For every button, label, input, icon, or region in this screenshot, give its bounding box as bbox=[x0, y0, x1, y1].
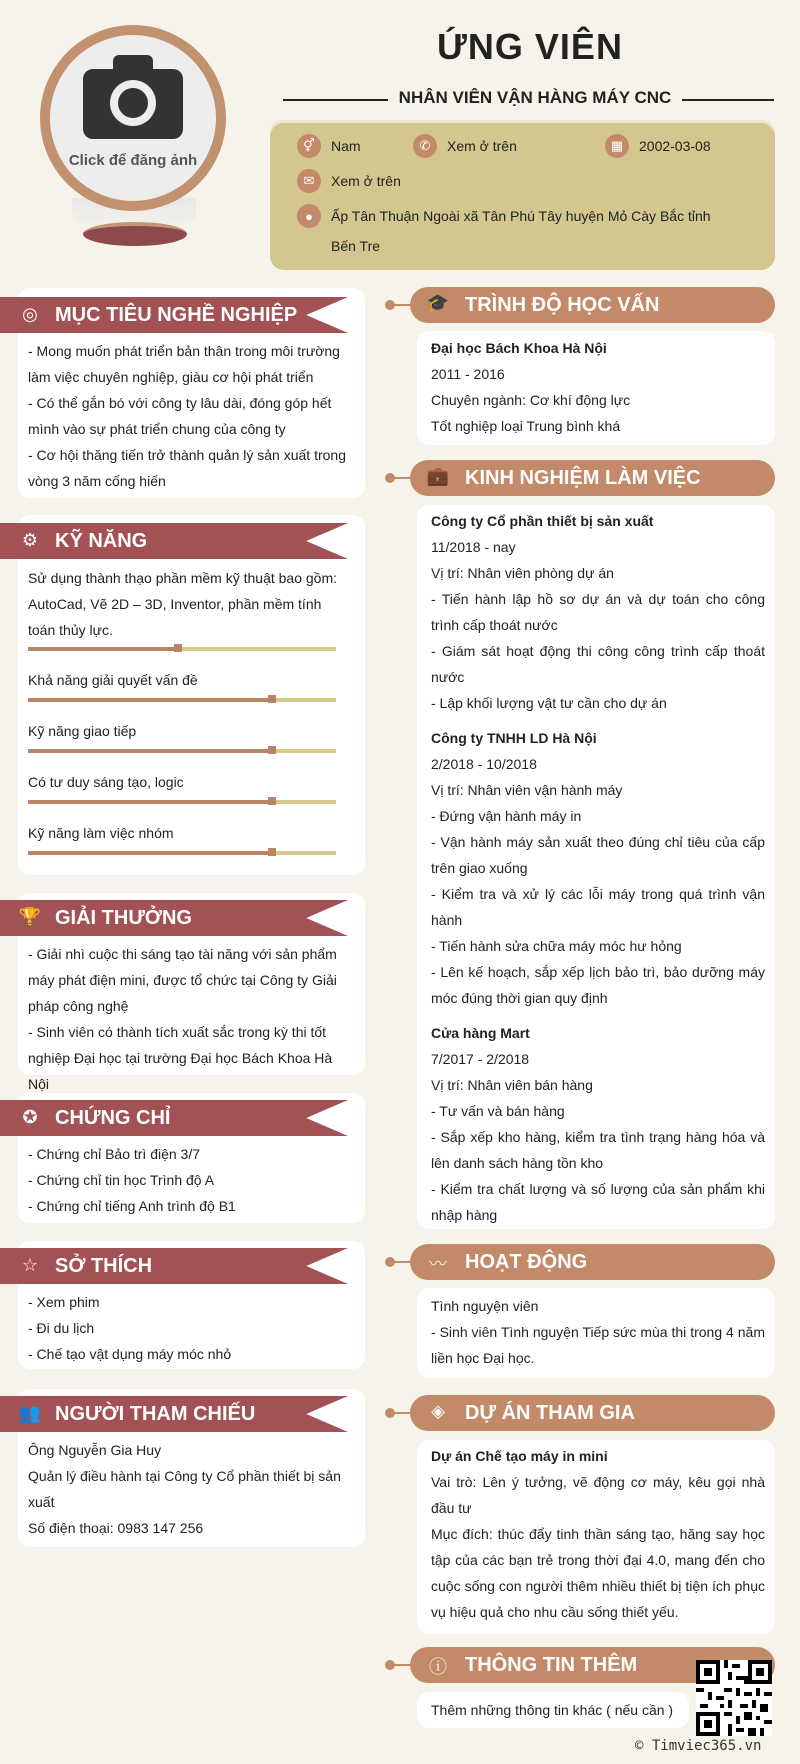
reference-line: Ông Nguyễn Gia Huy bbox=[28, 1442, 162, 1458]
section-title: MỤC TIÊU NGHỀ NGHIỆP bbox=[55, 304, 298, 326]
job-line: Vị trí: Nhân viên vận hành máy bbox=[431, 782, 623, 798]
reference-line: Quản lý điều hành tại Công ty Cổ phần thiết bị sản xuất bbox=[28, 1468, 341, 1510]
footer-copyright: © Timviec365.vn bbox=[635, 1738, 762, 1754]
avatar[interactable] bbox=[50, 35, 216, 201]
skill-bar bbox=[28, 698, 336, 702]
experience-text bbox=[431, 508, 765, 1228]
education-header bbox=[385, 287, 775, 323]
projects-header bbox=[385, 1395, 775, 1431]
school-name: Đại học Bách Khoa Hà Nội bbox=[431, 340, 607, 356]
activities-text bbox=[431, 1293, 765, 1371]
projects-text bbox=[431, 1443, 765, 1625]
skill-bar bbox=[28, 800, 336, 804]
job-line: Vị trí: Nhân viên bán hàng bbox=[431, 1077, 593, 1093]
objective-header bbox=[0, 297, 350, 333]
objective-text bbox=[28, 338, 348, 494]
gear-icon: ⚙ bbox=[21, 530, 39, 550]
section-title: THÔNG TIN THÊM bbox=[465, 1654, 638, 1676]
job-line: Vị trí: Nhân viên phòng dự án bbox=[431, 565, 614, 581]
objective-line: - Cơ hội thăng tiến trở thành quản lý sản xuất trong vòng 3 năm cống hiến bbox=[28, 447, 346, 489]
gender-icon: ⚥ bbox=[297, 134, 321, 158]
education-line: Chuyên ngành: Cơ khí động lực bbox=[431, 392, 631, 408]
email-value: Xem ở trên bbox=[331, 173, 401, 189]
contact-info-box bbox=[270, 120, 775, 270]
cert-line: - Chứng chỉ Bảo trì điện 3/7 bbox=[28, 1146, 201, 1162]
job-line: - Kiểm tra chất lượng và số lượng của sản phẩm khi nhập hàng bbox=[431, 1181, 765, 1223]
references-text bbox=[28, 1437, 348, 1541]
awards-header bbox=[0, 900, 350, 936]
location-icon: ● bbox=[297, 204, 321, 228]
hobby-line: - Đi du lịch bbox=[28, 1320, 95, 1336]
section-title: KINH NGHIỆM LÀM VIỆC bbox=[465, 467, 701, 489]
camera-icon bbox=[83, 55, 183, 139]
divider bbox=[682, 99, 774, 101]
address-value: Ấp Tân Thuận Ngoài xã Tân Phú Tây huyện Mỏ Cày Bắc tỉnh Bến Tre bbox=[331, 208, 711, 254]
references-header bbox=[0, 1396, 350, 1432]
pulse-icon: 〰 bbox=[429, 1254, 447, 1274]
email-icon: ✉ bbox=[297, 169, 321, 193]
section-title: CHỨNG CHỈ bbox=[55, 1107, 171, 1129]
activity-line: Tình nguyện viên bbox=[431, 1298, 539, 1314]
activities-header bbox=[385, 1244, 775, 1280]
qr-code bbox=[696, 1660, 772, 1736]
hobby-line: - Chế tạo vật dụng máy móc nhỏ bbox=[28, 1346, 232, 1362]
activity-line: - Sinh viên Tình nguyện Tiếp sức mùa thi trong 4 năm liền học Đại học. bbox=[431, 1324, 765, 1366]
experience-header bbox=[385, 460, 775, 496]
award-line: - Giải nhì cuộc thi sáng tạo tài năng với sản phẩm máy phát điện mini, được tổ chức tại Công ty Giải pháp công nghệ bbox=[28, 946, 337, 1014]
trophy-icon: 🏆 bbox=[18, 907, 42, 927]
award-line: - Sinh viên có thành tích xuất sắc trong kỳ thi tốt nghiệp Đại học tại trường Đại học Bách Khoa Hà Nội bbox=[28, 1024, 333, 1092]
job-line: - Sắp xếp kho hàng, kiểm tra tình trạng hàng hóa và lên danh sách hàng tồn kho bbox=[431, 1129, 765, 1171]
job-line: - Tiến hành sửa chữa máy móc hư hỏng bbox=[431, 938, 682, 954]
job-line: - Vận hành máy sản xuất theo đúng chỉ tiêu của cấp trên giao xuống bbox=[431, 834, 765, 876]
skill-bar bbox=[28, 647, 336, 651]
info-icon: ⓘ bbox=[429, 1657, 447, 1677]
job-line: - Giám sát hoạt động thi công công trình cấp thoát nước bbox=[431, 643, 765, 685]
certs-text bbox=[28, 1141, 348, 1219]
job-line: - Tư vấn và bán hàng bbox=[431, 1103, 565, 1119]
project-name: Dự án Chế tạo máy in mini bbox=[431, 1448, 608, 1464]
objective-line: - Có thể gắn bó với công ty lâu dài, đóng góp hết mình vào sự phát triển chung của công ty bbox=[28, 395, 332, 437]
job-line: 2/2018 - 10/2018 bbox=[431, 756, 537, 772]
reference-line: Số điện thoại: 0983 147 256 bbox=[28, 1520, 204, 1536]
skill-label: Có tư duy sáng tạo, logic bbox=[28, 774, 184, 790]
job-line: 11/2018 - nay bbox=[431, 539, 516, 555]
education-text bbox=[431, 335, 766, 439]
job-line: - Tiến hành lập hồ sơ dự án và dự toán cho công trình cấp thoát nước bbox=[431, 591, 765, 633]
people-icon: 👥 bbox=[18, 1403, 42, 1423]
project-line: Mục đích: thúc đẩy tinh thần sáng tạo, hăng say học tập của các bạn trẻ trong thời đại 4.0, mang đến cho cuộc sống con người thêm nhiều thiết bị tiện ích phục vụ hiệu quả cho nhu cầu sống thiết yếu. bbox=[431, 1526, 765, 1620]
skills-header bbox=[0, 523, 350, 559]
job-line: - Lên kế hoạch, sắp xếp lịch bảo trì, bảo dưỡng máy móc đúng thời gian quy định bbox=[431, 964, 765, 1006]
objective-line: - Mong muốn phát triển bản thân trong môi trường làm việc chuyên nghiệp, giàu cơ hội phát triển bbox=[28, 343, 340, 385]
section-title: DỰ ÁN THAM GIA bbox=[465, 1402, 635, 1424]
skill-label: Kỹ năng giao tiếp bbox=[28, 723, 137, 739]
avatar-stand bbox=[83, 222, 187, 246]
section-title: GIẢI THƯỞNG bbox=[55, 907, 192, 929]
divider bbox=[283, 99, 388, 101]
job-line: 7/2017 - 2/2018 bbox=[431, 1051, 530, 1067]
job-line: - Kiểm tra và xử lý các lỗi máy trong quá trình vận hành bbox=[431, 886, 765, 928]
section-title: KỸ NĂNG bbox=[55, 530, 148, 552]
medal-icon: ✪ bbox=[22, 1107, 38, 1127]
target-icon: ◎ bbox=[22, 304, 38, 324]
gender-value: Nam bbox=[331, 138, 361, 154]
hobbies-header bbox=[0, 1248, 350, 1284]
cert-line: - Chứng chỉ tin học Trình độ A bbox=[28, 1172, 215, 1188]
skill-label: Kỹ năng làm việc nhóm bbox=[28, 825, 174, 841]
section-title: NGƯỜI THAM CHIẾU bbox=[55, 1403, 256, 1425]
section-title: TRÌNH ĐỘ HỌC VẤN bbox=[465, 294, 660, 316]
education-line: 2011 - 2016 bbox=[431, 366, 505, 382]
candidate-name: ỨNG VIÊN bbox=[437, 26, 623, 67]
company-name: Cửa hàng Mart bbox=[431, 1025, 530, 1041]
graduation-cap-icon: 🎓 bbox=[426, 293, 450, 313]
photo-upload-label[interactable]: Click để đăng ảnh bbox=[68, 152, 198, 169]
section-title: SỞ THÍCH bbox=[55, 1255, 153, 1277]
skill-bar bbox=[28, 749, 336, 753]
cert-line: - Chứng chỉ tiếng Anh trình độ B1 bbox=[28, 1198, 236, 1214]
job-line: - Đứng vận hành máy in bbox=[431, 808, 582, 824]
company-name: Công ty Cổ phần thiết bị sản xuất bbox=[431, 513, 654, 529]
phone-icon: ✆ bbox=[413, 134, 437, 158]
project-line: Vai trò: Lên ý tưởng, vẽ động cơ máy, kêu gọi nhà đầu tư bbox=[431, 1474, 765, 1516]
certs-header bbox=[0, 1100, 350, 1136]
skill-label: Khả năng giải quyết vấn đề bbox=[28, 672, 198, 688]
skill-label: Sử dụng thành thạo phần mềm kỹ thuật bao gồm: AutoCad, Vẽ 2D – 3D, Inventor, phần mềm tính toán thủy lực. bbox=[28, 570, 338, 638]
more-info-text: Thêm những thông tin khác ( nếu cần ) bbox=[431, 1702, 674, 1718]
layers-icon: ◈ bbox=[431, 1401, 445, 1421]
star-icon: ☆ bbox=[21, 1255, 39, 1275]
phone-value: Xem ở trên bbox=[447, 138, 517, 154]
job-position: NHÂN VIÊN VẬN HÀNG MÁY CNC bbox=[398, 88, 672, 107]
company-name: Công ty TNHH LD Hà Nội bbox=[431, 730, 597, 746]
education-line: Tốt nghiệp loại Trung bình khá bbox=[431, 418, 621, 434]
briefcase-icon: 💼 bbox=[426, 466, 450, 486]
section-title: HOẠT ĐỘNG bbox=[465, 1251, 588, 1273]
awards-text bbox=[28, 941, 354, 1097]
hobby-line: - Xem phim bbox=[28, 1294, 100, 1310]
birthday-value: 2002-03-08 bbox=[639, 138, 711, 154]
calendar-icon: ▦ bbox=[605, 134, 629, 158]
skill-bar bbox=[28, 851, 336, 855]
job-line: - Lập khối lượng vật tư cần cho dự án bbox=[431, 695, 667, 711]
hobbies-text bbox=[28, 1289, 348, 1367]
